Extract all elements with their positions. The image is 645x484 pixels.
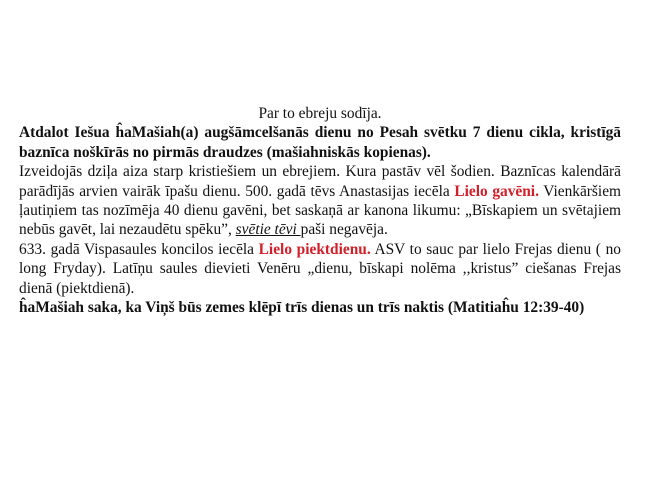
italic-holy-fathers: svētie tēvi [235, 221, 301, 239]
paragraph-good-friday [19, 240, 621, 298]
paragraph-intro-bold: Atdalot Iešua ĥaMašiah(a) augšāmcelšanās dienu no Pesah svētku 7 dienu cikla, kristīgā baznīca noškīrās no pirmās draudzes (mašiahniskās kopienas). [19, 124, 621, 161]
paragraph-good-friday-text-1: 633. gadā Vispasaules koncilos iecēla [19, 240, 259, 258]
paragraph-lent-text-1: Izveidojās dziļa aiza starp kristiešiem un ebrejiem. Kura pastāv vēl šodien. Baznīcas kalendārā parādījās arvien vairāk īpašu dienu. 500. gadā tēvs Anastasijas iecēla [19, 163, 621, 200]
highlight-great-lent: Lielo gavēni. [454, 182, 539, 200]
paragraph-good-friday-text-2: ASV to sauc par lielo Frejas dienu ( no long Fryday). Latīņu saules dievieti Venēru „dienu, bīskapi nolēma ,,kristus” ciešanas Frejas dienā (piektdienā). [19, 240, 621, 297]
paragraph-lent-text-3: paši negavēja. [300, 221, 388, 239]
highlight-good-friday: Lielo piektdienu. [258, 240, 371, 258]
document-body [19, 104, 621, 317]
paragraph-lent-text-2: Vienkāršiem ļautiņiem tas nozīmēja 40 dienu gavēni, bet saskaņā ar kanona likumu: „Bīskapiem un svētajiem nebūs gavēt, lai nezaudētu spēku”, [19, 182, 621, 239]
paragraph-three-days-bold: ĥaMašiah saka, ka Viņš būs zemes klēpī trīs dienas un trīs naktis (Matitiaĥu 12:39-40) [19, 299, 585, 317]
document-title: Par to ebreju sodīja. [258, 105, 382, 122]
paragraph-lent [19, 162, 621, 240]
